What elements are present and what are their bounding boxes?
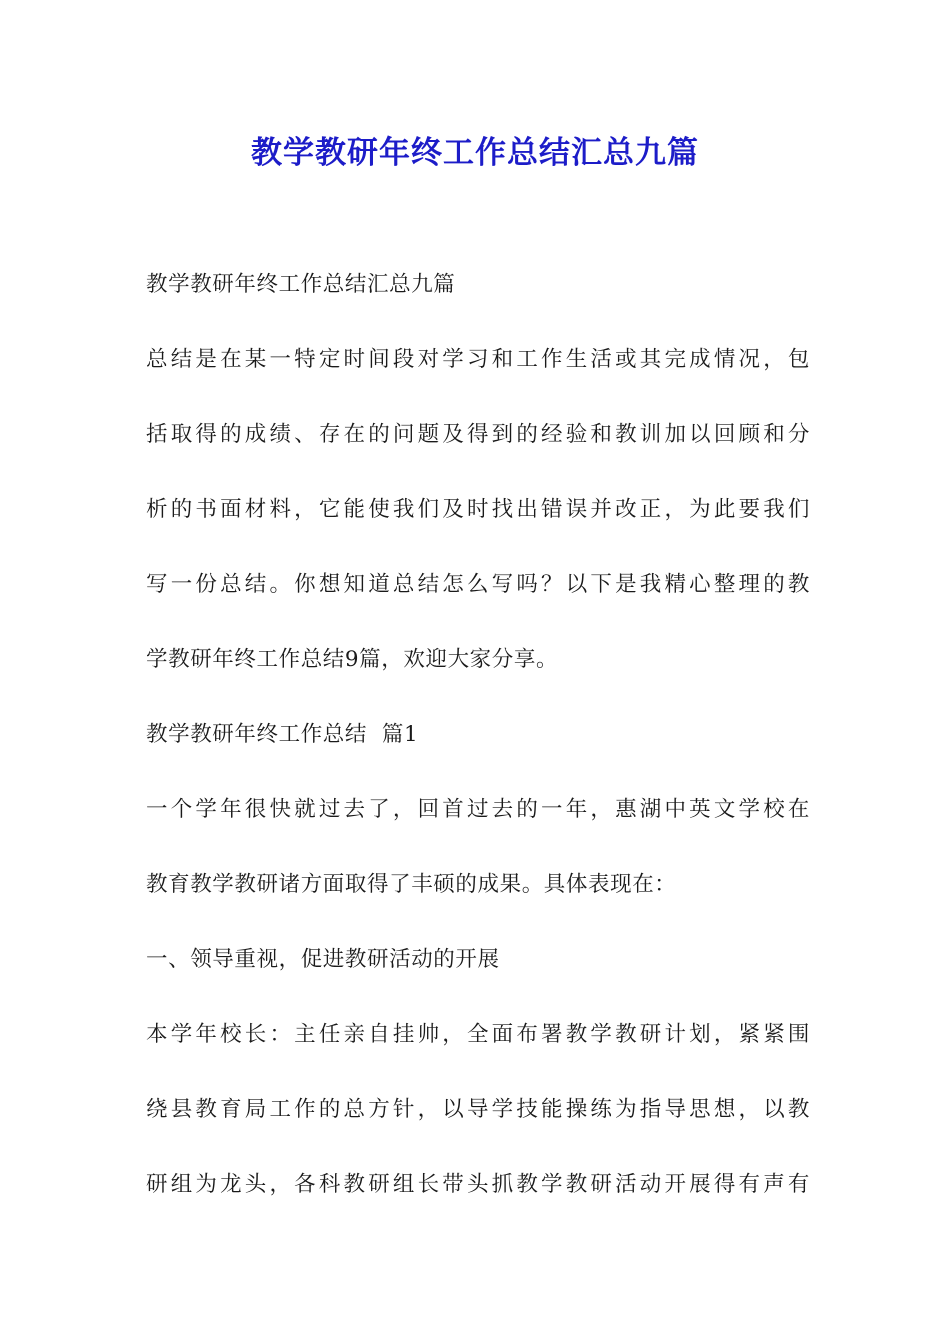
subtitle-line: 教学教研年终工作总结汇总九篇 <box>146 272 456 297</box>
section-heading: 一、领导重视，促进教研活动的开展 <box>146 947 500 972</box>
paragraph-line: 教育教学教研诸方面取得了丰硕的成果。具体表现在： <box>146 872 677 897</box>
paragraph-line: 析的书面材料，它能使我们及时找出错误并改正，为此要我们 <box>146 497 810 522</box>
paragraph-line: 一个学年很快就过去了，回首过去的一年，惠湖中英文学校在 <box>146 797 810 822</box>
paragraph-line: 括取得的成绩、存在的问题及得到的经验和教训加以回顾和分 <box>146 422 810 447</box>
paragraph-line: 学教研年终工作总结9篇，欢迎大家分享。 <box>146 647 559 672</box>
section-heading: 教学教研年终工作总结 篇1 <box>146 722 419 747</box>
paragraph-line: 写一份总结。你想知道总结怎么写吗？以下是我精心整理的教 <box>146 572 810 597</box>
paragraph-line: 总结是在某一特定时间段对学习和工作生活或其完成情况，包 <box>146 347 810 372</box>
paragraph-line: 绕县教育局工作的总方针，以导学技能操练为指导思想，以教 <box>146 1097 810 1122</box>
document-title: 教学教研年终工作总结汇总九篇 <box>251 135 699 171</box>
paragraph-line: 本学年校长：主任亲自挂帅，全面布署教学教研计划，紧紧围 <box>146 1022 810 1047</box>
paragraph-line: 研组为龙头，各科教研组长带头抓教学教研活动开展得有声有 <box>146 1172 810 1197</box>
